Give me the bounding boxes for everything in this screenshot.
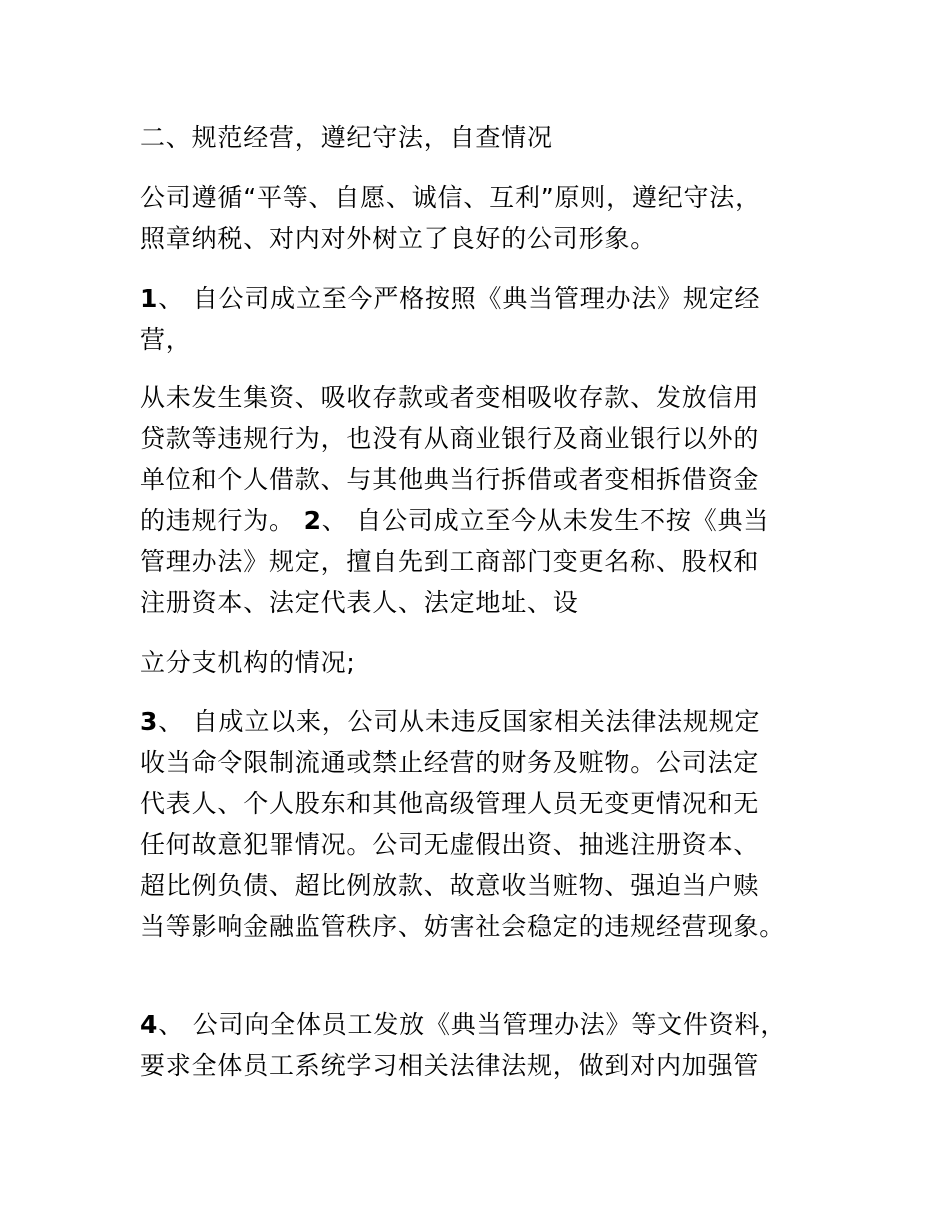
- para-2-line-3: 单位和个人借款、与其他典当行拆借或者变相拆借资金: [140, 465, 760, 494]
- item-4-line-1: [140, 1008, 786, 1042]
- intro-line-2: 照章纳税、对内对外树立了良好的公司形象。: [140, 224, 657, 253]
- para-2-line-5: 管理办法》规定，擅自先到工商部门变更名称、股权和: [140, 547, 760, 576]
- item-1-line-2: 营，: [140, 325, 192, 354]
- item-1-line-1: [140, 282, 760, 316]
- item-3-text: 、 自成立以来，公司从未违反国家相关法律法规规定: [158, 707, 761, 736]
- item-3-line-5: 超比例负债、超比例放款、故意收当赃物、强迫当户赎: [140, 871, 760, 900]
- item-1-text: 、 自公司成立至今严格按照《典当管理办法》规定经: [158, 284, 761, 313]
- section-heading: 二、规范经营，遵纪守法，自查情况: [140, 123, 553, 152]
- item-3-line-3: 代表人、个人股东和其他高级管理人员无变更情况和无: [140, 789, 760, 818]
- item-4-number: 4: [140, 1010, 159, 1039]
- para-2-line-4-pre: 的违规行为。: [140, 506, 304, 535]
- item-2-number: 2: [303, 506, 322, 535]
- item-4-text: 、 公司向全体员工发放《典当管理办法》等文件资料，: [158, 1010, 787, 1039]
- item-3-number: 3: [140, 707, 159, 736]
- item-2-text: 、 自公司成立至今从未发生不按《典当: [321, 506, 770, 535]
- item-1-number: 1: [140, 284, 159, 313]
- para-2-line-4: [140, 504, 769, 538]
- item-3-line-4: 任何故意犯罪情况。公司无虚假出资、抽逃注册资本、: [140, 830, 760, 859]
- item-3-line-2: 收当命令限制流通或禁止经营的财务及赃物。公司法定: [140, 748, 760, 777]
- item-4-line-2: 要求全体员工系统学习相关法律法规，做到对内加强管: [140, 1051, 760, 1080]
- para-2-line-1: 从未发生集资、吸收存款或者变相吸收存款、发放信用: [140, 383, 760, 412]
- para-2-line-2: 贷款等违规行为，也没有从商业银行及商业银行以外的: [140, 424, 760, 453]
- para-2-line-6: 注册资本、法定代表人、法定地址、设: [140, 588, 579, 617]
- intro-line-1: 公司遵循“平等、自愿、诚信、互利”原则，遵纪守法，: [140, 183, 761, 212]
- item-3-line-6: 当等影响金融监管秩序、妨害社会稳定的违规经营现象。: [140, 912, 786, 941]
- item-3-line-1: [140, 705, 760, 739]
- para-3-line: 立分支机构的情况;: [140, 648, 356, 677]
